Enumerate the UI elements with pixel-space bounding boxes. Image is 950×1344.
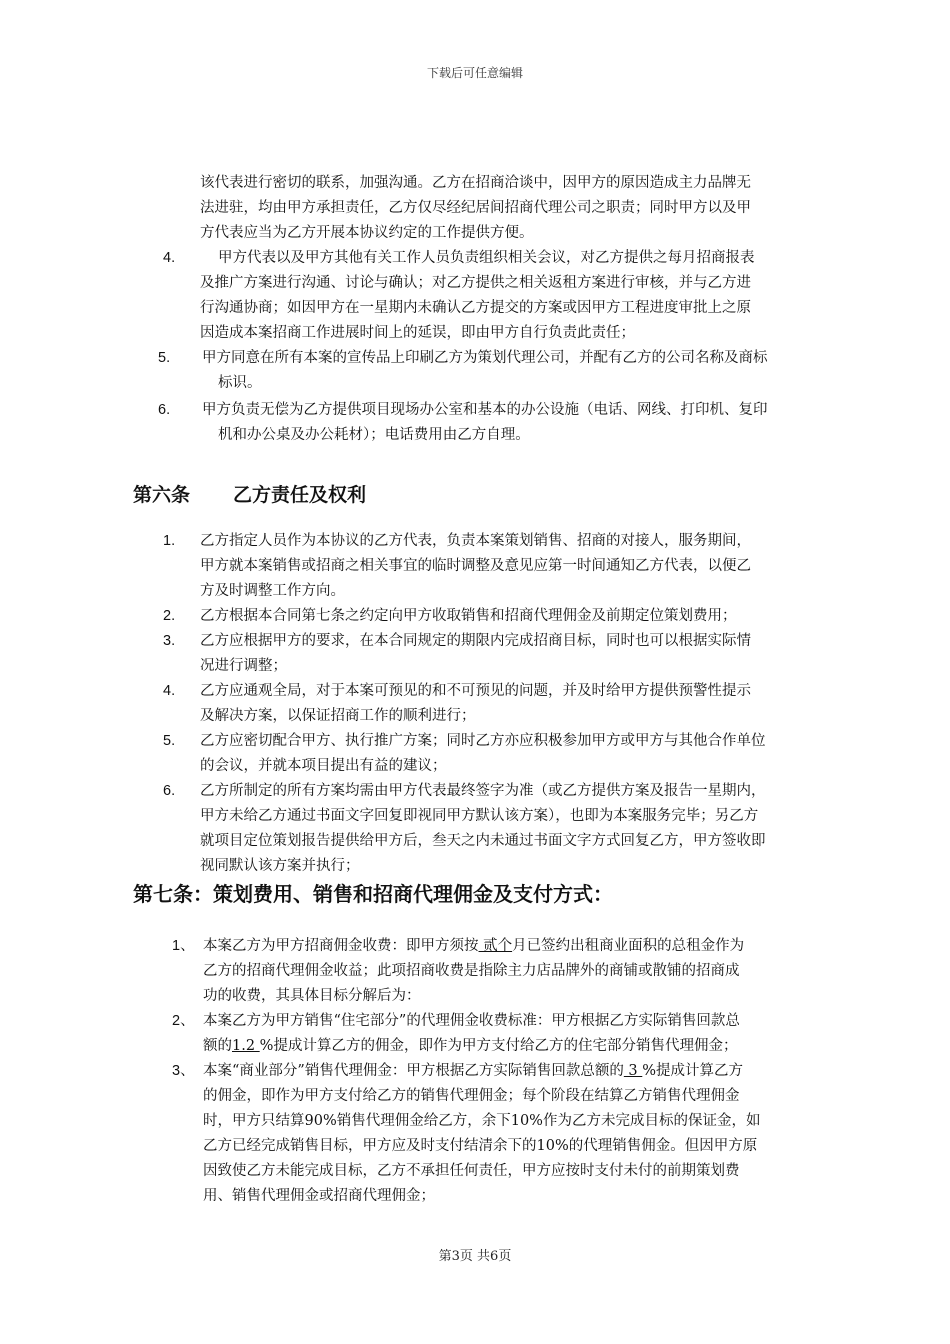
list-number: 3. [163,633,176,649]
list-number: 1、 [172,938,195,954]
intro-line: 该代表进行密切的联系，加强沟通。乙方在招商洽谈中，因甲方的原因造成主力品牌无 [200,175,751,191]
list-number: 6. [158,402,171,418]
underlined-value: 1.2 [232,1038,260,1054]
list-item-line: 况进行调整； [200,658,287,674]
page-header: 下载后可任意编辑 [426,66,523,80]
list-number: 1. [163,533,176,549]
list-item-line: 本案乙方为甲方销售“住宅部分”的代理佣金收费标准：甲方根据乙方实际销售回款总 [203,1013,740,1029]
list-item-line: 及解决方案，以保证招商工作的顺利进行； [200,708,476,724]
intro-line: 方代表应当为乙方开展本协议约定的工作提供方便。 [200,225,534,241]
list-item-line: 因造成本案招商工作进展时间上的延误，即由甲方自行负责此责任； [200,325,635,341]
list-item-line: 本案“商业部分”销售代理佣金：甲方根据乙方实际销售回款总额的 3 %提成计算乙方 [203,1063,744,1079]
list-item-line: 乙方的招商代理佣金收益；此项招商收费是指除主力店品牌外的商铺或散铺的招商成 [203,963,740,979]
list-number: 2、 [172,1013,195,1029]
article-6-title: 乙方责任及权利 [233,484,367,506]
list-item-line: 的佣金，即作为甲方支付给乙方的销售代理佣金；每个阶段在结算乙方销售代理佣金 [203,1088,740,1104]
list-item-line: 乙方指定人员作为本协议的乙方代表，负责本案策划销售、招商的对接人，服务期间， [200,533,751,549]
list-item-line: 机和办公桌及办公耗材）；电话费用由乙方自理。 [218,427,530,443]
list-item-line: 乙方应通观全局，对于本案可预见的和不可预见的问题，并及时给甲方提供预警性提示 [200,683,751,699]
list-item-line: 甲方负责无偿为乙方提供项目现场办公室和基本的办公设施（电话、网线、打印机、复印 [202,402,768,418]
list-item-line: 乙方根据本合同第七条之约定向甲方收取销售和招商代理佣金及前期定位策划费用； [200,608,737,624]
list-number: 2. [163,608,176,624]
article-6-number: 第六条 [133,484,191,506]
underlined-value: 贰个 [478,938,513,954]
list-item-line: 甲方未给乙方通过书面文字回复即视同甲方默认该方案），也即为本案服务完毕；另乙方 [200,808,759,824]
article-7-title: 第七条：策划费用、销售和招商代理佣金及支付方式： [133,882,613,906]
list-item-line: 行沟通协商；如因甲方在一星期内未确认乙方提交的方案或因甲方工程进度审批上之原 [200,300,751,316]
list-item-line: 标识。 [218,375,262,391]
list-item-line: 功的收费，其具体目标分解后为： [203,988,421,1004]
list-item-line: 乙方应密切配合甲方、执行推广方案；同时乙方亦应积极参加甲方或甲方与其他合作单位 [200,733,766,749]
intro-line: 法进驻，均由甲方承担责任，乙方仅尽经纪居间招商代理公司之职责；同时甲方以及甲 [200,200,751,216]
list-item-line: 方及时调整工作方向。 [200,583,345,599]
list-item-line: 乙方所制定的所有方案均需由甲方代表最终签字为准（或乙方提供方案及报告一星期内， [200,783,766,799]
list-item-line: 本案乙方为甲方招商佣金收费：即甲方须按 贰个月已签约出租商业面积的总租金作为 [203,938,745,954]
list-item-line: 乙方应根据甲方的要求，在本合同规定的期限内完成招商目标，同时也可以根据实际情 [200,633,751,649]
underlined-value: 3 [623,1063,643,1079]
list-item-line: 视同默认该方案并执行； [200,858,360,874]
list-number: 6. [163,783,176,799]
list-number: 4. [163,250,176,266]
list-item-line: 及推广方案进行沟通、讨论与确认；对乙方提供之相关返租方案进行审核，并与乙方进 [200,275,751,291]
list-number: 5. [158,350,171,366]
list-number: 3、 [172,1063,195,1079]
list-item-line: 因致使乙方未能完成目标，乙方不承担任何责任，甲方应按时支付未付的前期策划费 [203,1163,740,1179]
list-item-line: 乙方已经完成销售目标，甲方应及时支付结清余下的10%的代理销售佣金。但因甲方原 [203,1138,758,1154]
list-item-line: 就项目定位策划报告提供给甲方后，叁天之内未通过书面文字方式回复乙方，甲方签收即 [200,833,766,849]
list-item-line: 甲方代表以及甲方其他有关工作人员负责组织相关会议，对乙方提供之每月招商报表 [218,250,755,266]
list-item-line: 的会议，并就本项目提出有益的建议； [200,758,447,774]
list-number: 5. [163,733,176,749]
page-footer: 第3页 共6页 [438,1249,512,1264]
list-item-line: 甲方同意在所有本案的宣传品上印刷乙方为策划代理公司，并配有乙方的公司名称及商标 [202,350,768,366]
list-item-line: 额的1.2 %提成计算乙方的佣金，即作为甲方支付给乙方的住宅部分销售代理佣金； [203,1038,738,1054]
list-item-line: 时，甲方只结算90%销售代理佣金给乙方，余下10%作为乙方未完成目标的保证金，如 [203,1113,761,1129]
list-item-line: 用、销售代理佣金或招商代理佣金； [203,1188,435,1204]
list-item-line: 甲方就本案销售或招商之相关事宜的临时调整及意见应第一时间通知乙方代表，以便乙 [200,558,751,574]
list-number: 4. [163,683,176,699]
